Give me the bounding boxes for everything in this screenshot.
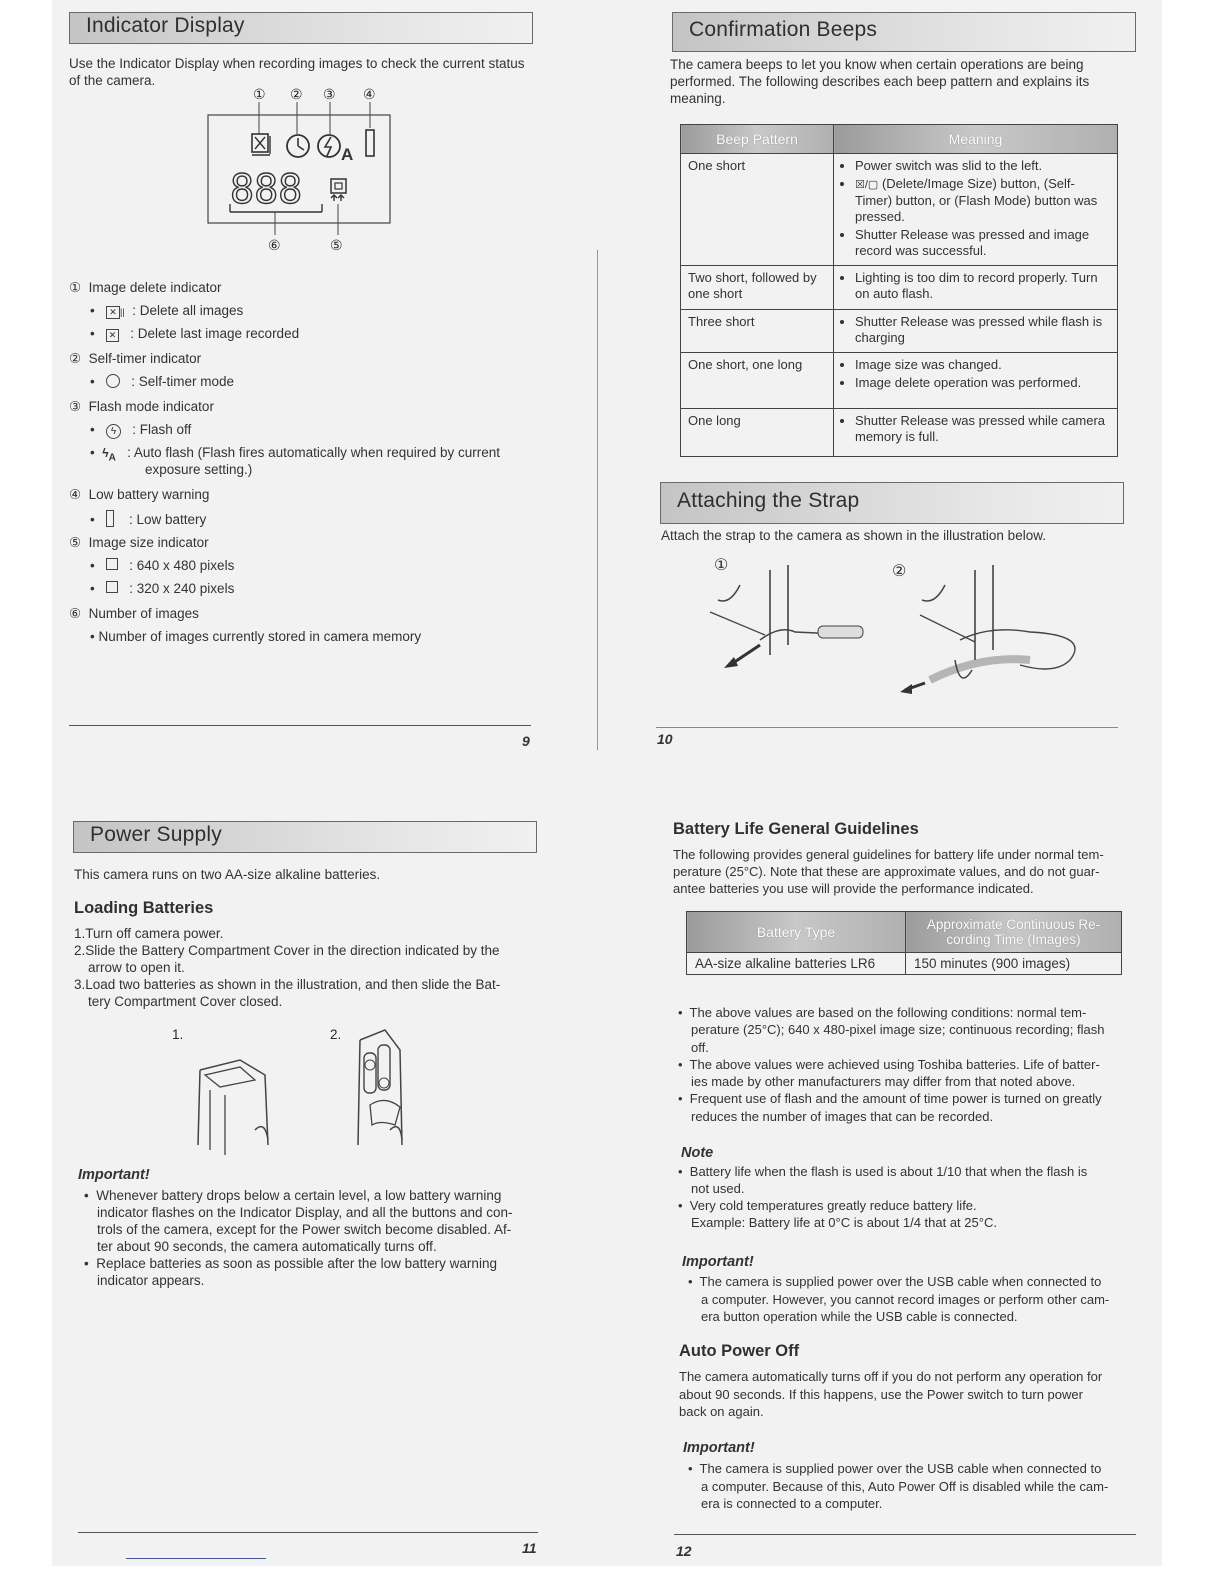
battery-type-cell: AA-size alkaline batteries LR6	[687, 953, 906, 975]
important-list-p11: • Whenever battery drops below a certain level, a low battery warning indicator flashes on the Indicator Display, and all the buttons and con- trols of the camera, except for the Power switch become disabled. Af- ter about 90 seconds, the camera automatically turns off. • Replace batteries as soon as possible after the low battery warning indicator appears.	[84, 1188, 513, 1288]
important-list-p12b: • The camera is supplied power over the USB cable when connected to a computer. Because of this, Auto Power Off is disabled while the cam- era is connected to a computer.	[688, 1461, 1109, 1511]
item-flash-mode: ③ Flash mode indicator	[69, 399, 214, 414]
sub-self-timer: • : Self-timer mode	[90, 374, 235, 389]
important-heading-p12b: Important!	[683, 1440, 755, 1456]
important-list-p12a: • The camera is supplied power over the USB cable when connected to a computer. However, you cannot record images or perform other cam- era button operation while the USB cable is connected.	[688, 1274, 1110, 1324]
center-divider	[597, 250, 598, 750]
intro-text: Use the Indicator Display when recording images to check the current status of the camera.	[69, 56, 525, 88]
self-timer-icon	[106, 374, 120, 388]
page-number-11: 11	[522, 1540, 537, 1556]
delete-last-icon: ✕	[106, 329, 119, 342]
item-image-delete: ① Image delete indicator	[69, 280, 222, 295]
table-row: One short • Power switch was slid to the left. • ☒/▢ (Delete/Image Size) button, (Self-Timer) button, or (Flash Mode) button was pressed. • Shutter Release was pressed and image record was successful.	[681, 154, 1118, 266]
delete-all-icon: ✕	[106, 306, 120, 319]
section-title: Attaching the Strap	[677, 489, 860, 512]
callout-6: ⑥	[268, 237, 281, 253]
section-banner-power-supply	[73, 821, 537, 853]
low-battery-icon	[106, 510, 114, 527]
flash-off-icon: ϟ	[106, 424, 121, 439]
svg-text:A: A	[341, 145, 354, 164]
callout-2: ②	[290, 86, 303, 102]
power-intro: This camera runs on two AA-size alkaline batteries.	[74, 867, 381, 882]
battery-life-heading: Battery Life General Guidelines	[673, 820, 919, 838]
beep-col-header-pattern: Beep Pattern	[681, 125, 834, 154]
section-banner-confirmation-beeps	[672, 12, 1136, 52]
auto-power-off-heading: Auto Power Off	[679, 1342, 800, 1360]
beep-pattern-table	[680, 124, 1118, 457]
lcd-digits: 888	[230, 167, 303, 213]
beeps-intro: The camera beeps to let you know when certain operations are being performed. The following describes each beep pattern and explains its meaning.	[670, 57, 1090, 106]
table-row: Three short • Shutter Release was pressed while flash is charging	[681, 310, 1118, 353]
section-banner-indicator-display	[69, 12, 533, 44]
sub-flash-off: • ϟ : Flash off	[90, 422, 192, 437]
page-number-12: 12	[676, 1543, 692, 1559]
sub-delete-all: • ✕ || : Delete all images	[90, 303, 244, 318]
recording-time-cell: 150 minutes (900 images)	[906, 953, 1122, 975]
lcd-panel-graphic	[200, 100, 400, 240]
sub-size-640: • : 640 x 480 pixels	[90, 558, 235, 573]
battery-life-intro: The following provides general guidelines for battery life under normal tem- perature (25°C). Note that these are approximate values, and do not guar- antee batteries you use will provide the performance indicated.	[673, 847, 1104, 896]
beep-col-header-meaning: Meaning	[834, 125, 1118, 154]
sub-auto-flash-cont: exposure setting.)	[145, 462, 253, 477]
section-title: Power Supply	[90, 823, 222, 846]
strap-illustration	[700, 560, 1090, 710]
sub-low-battery: • : Low battery	[90, 512, 207, 527]
strap-text: Attach the strap to the camera as shown in the illustration below.	[661, 528, 1046, 543]
note-list: • Battery life when the flash is used is about 1/10 that when the flash is not used. • Very cold temperatures greatly reduce battery life. Example: Battery life at 0°C is about 1/4 that at 25°C.	[678, 1164, 1088, 1230]
item-low-battery: ④ Low battery warning	[69, 487, 210, 502]
page-number-10: 10	[657, 731, 673, 747]
table-row: Two short, followed by one short • Lighting is too dim to record properly. Turn on auto flash.	[681, 266, 1118, 310]
callout-3: ③	[323, 86, 336, 102]
delete-image-size-icon: ☒/▢	[855, 179, 879, 191]
table-row: One short, one long • Image size was changed. • Image delete operation was performed.	[681, 353, 1118, 409]
note-heading: Note	[681, 1145, 714, 1161]
battery-col-header-type: Battery Type	[687, 912, 906, 953]
battery-col-header-time: Approximate Continuous Re-cording Time (Images)	[906, 912, 1122, 953]
page-number-9: 9	[522, 733, 530, 749]
callout-4: ④	[363, 86, 376, 102]
sub-delete-last: • ✕ : Delete last image recorded	[90, 326, 300, 341]
important-heading-p12a: Important!	[682, 1254, 754, 1270]
item-self-timer: ② Self-timer indicator	[69, 351, 202, 366]
callout-1: ①	[253, 86, 266, 102]
page-9-footer-rule	[69, 725, 531, 726]
image-size-large-icon	[106, 558, 118, 570]
auto-power-off-text: The camera automatically turns off if you do not perform any operation for about 90 seconds. If this happens, use the Power switch to turn power back on again.	[679, 1369, 1103, 1419]
page-11-footer-rule	[78, 1532, 538, 1533]
section-title: Confirmation Beeps	[689, 18, 878, 41]
sub-auto-flash: • $ϟ_A$ : Auto flash (Flash fires automatically when required by current	[90, 445, 501, 464]
table-row	[687, 953, 1122, 975]
battery-life-table	[686, 911, 1122, 975]
loading-steps: 1.Turn off camera power. 2.Slide the Battery Compartment Cover in the direction indicated by the arrow to open it. 3.Load two batteries as shown in the illustration, and then slide the Bat- tery Compartment Cover closed.	[74, 926, 501, 1009]
loading-batteries-heading: Loading Batteries	[74, 899, 214, 917]
sub-number-of-images: • Number of images currently stored in camera memory	[90, 629, 422, 644]
figure-label-2: 2.	[330, 1027, 342, 1042]
footer-link-line	[126, 1558, 266, 1559]
figure-label-1: 1.	[172, 1027, 184, 1042]
item-image-size: ⑤ Image size indicator	[69, 535, 209, 550]
battery-conditions-list: • The above values are based on the following conditions: normal tem- perature (25°C); 640 x 480-pixel image size; continuous recording; flash off. • The above values were achieved using Toshiba batteries. Life of batter- ies made by other manufacturers may differ from that noted above. • Frequent use of flash and the amount of time power is turned on greatly reduces the number of images that can be recorded.	[678, 1005, 1105, 1124]
page-10-footer-rule	[656, 727, 1118, 728]
image-size-small-icon	[106, 581, 118, 593]
table-row: One long • Shutter Release was pressed while camera memory is full.	[681, 409, 1118, 457]
battery-loading-illustration	[180, 1025, 450, 1160]
callout-5: ⑤	[330, 237, 343, 253]
strap-step-2: ②	[892, 563, 907, 580]
page-12-footer-rule	[674, 1534, 1136, 1535]
section-banner-attaching-strap	[660, 482, 1124, 524]
important-heading-p11: Important!	[78, 1167, 150, 1183]
sub-size-320: • : 320 x 240 pixels	[90, 581, 235, 596]
section-title: Indicator Display	[86, 14, 245, 37]
auto-flash-icon: $ϟ_A$	[102, 446, 116, 464]
strap-step-1: ①	[714, 557, 729, 574]
item-number-of-images: ⑥ Number of images	[69, 606, 199, 621]
